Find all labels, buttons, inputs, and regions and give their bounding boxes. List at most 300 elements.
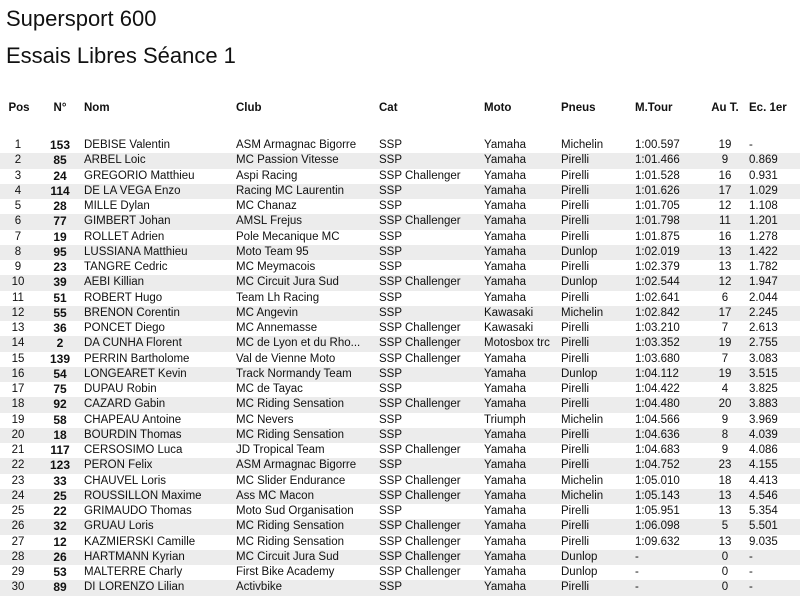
- cell-moto: Yamaha: [484, 245, 561, 260]
- column-header-nom: Nom: [84, 102, 110, 114]
- column-header-gap: Ec. 1er: [749, 102, 787, 114]
- table-row: [0, 184, 800, 199]
- cell-club: Ass MC Macon: [236, 489, 379, 504]
- cell-number: 123: [36, 458, 84, 473]
- cell-mtour: -: [635, 566, 639, 578]
- cell-club: MC Riding Sensation: [236, 535, 345, 548]
- cell-pneus: Pirelli: [561, 352, 590, 365]
- cell-cat: SSP Challenger: [379, 214, 484, 229]
- cell-mtour: 1:02.019: [635, 245, 705, 260]
- cell-number: 55: [36, 306, 84, 321]
- cell-mtour: 1:03.680: [635, 352, 680, 365]
- cell-laps: 17: [705, 184, 745, 199]
- cell-moto: Yamaha: [484, 458, 561, 473]
- cell-laps: 23: [705, 458, 745, 473]
- cell-pneus: Pirelli: [561, 444, 590, 456]
- cell-pneus: Michelin: [561, 306, 635, 321]
- cell-moto: Yamaha: [484, 383, 526, 395]
- cell-club: MC Annemasse: [236, 322, 318, 334]
- cell-cat: SSP Challenger: [379, 550, 484, 565]
- cell-cat: SSP: [379, 428, 484, 443]
- table-row: [0, 367, 800, 382]
- cell-mtour: 1:04.683: [635, 444, 680, 456]
- cell-moto: Yamaha: [484, 550, 561, 565]
- cell-cat: SSP Challenger: [379, 519, 484, 534]
- cell-cat: SSP: [379, 184, 484, 199]
- cell-club: Val de Vienne Moto: [236, 352, 336, 365]
- cell-number: 32: [36, 519, 84, 534]
- column-header-laps: Au T.: [711, 102, 739, 114]
- table-row: [0, 489, 800, 504]
- cell-club: MC Slider Endurance: [236, 474, 346, 487]
- cell-mtour: 1:05.951: [635, 505, 680, 517]
- cell-moto: Yamaha: [484, 275, 561, 290]
- cell-laps: 19: [718, 139, 732, 151]
- cell-pneus: Dunlop: [561, 245, 635, 260]
- cell-laps: 16: [718, 169, 732, 182]
- cell-pos: 7: [14, 230, 22, 243]
- cell-pos: 18: [0, 397, 36, 412]
- cell-number: 28: [53, 199, 67, 213]
- cell-club: MC Passion Vitesse: [236, 153, 379, 168]
- cell-mtour: 1:01.705: [635, 200, 680, 212]
- cell-mtour: 1:02.379: [635, 261, 680, 273]
- cell-pneus: Michelin: [561, 139, 604, 151]
- cell-pneus: Pirelli: [561, 397, 635, 412]
- cell-club: First Bike Academy: [236, 566, 335, 578]
- cell-laps: 7: [721, 322, 729, 334]
- cell-pneus: Dunlop: [561, 275, 635, 290]
- table-row: [0, 382, 800, 397]
- cell-club: Moto Sud Organisation: [236, 505, 354, 517]
- table-row: [0, 519, 800, 534]
- table-row: [0, 214, 800, 229]
- cell-club: MC Angevin: [236, 306, 379, 321]
- cell-laps: 12: [705, 275, 745, 290]
- session-subtitle: Essais Libres Séance 1: [6, 43, 236, 68]
- cell-moto: Yamaha: [484, 153, 561, 168]
- cell-nom: BRENON Corentin: [84, 306, 236, 321]
- cell-laps: 4: [721, 383, 729, 395]
- cell-moto: Yamaha: [484, 184, 561, 199]
- cell-gap: 0.931: [749, 169, 778, 182]
- cell-nom: MILLE Dylan: [84, 200, 150, 212]
- cell-number: 89: [36, 580, 84, 595]
- cell-pneus: Pirelli: [561, 169, 590, 182]
- cell-pneus: Michelin: [561, 413, 604, 426]
- cell-pos: 27: [11, 535, 25, 548]
- cell-cat: SSP: [379, 458, 484, 473]
- cell-nom: GRUAU Loris: [84, 519, 236, 534]
- cell-number: 2: [36, 336, 84, 351]
- cell-pos: 3: [14, 169, 22, 182]
- cell-moto: Yamaha: [484, 428, 561, 443]
- cell-pos: 21: [11, 444, 25, 456]
- cell-mtour: 1:04.112: [635, 367, 705, 382]
- cell-pos: 5: [14, 200, 22, 212]
- cell-cat: SSP: [379, 261, 403, 273]
- cell-gap: 0.869: [745, 153, 800, 168]
- cell-pneus: Pirelli: [561, 580, 635, 595]
- cell-gap: 2.044: [749, 291, 778, 304]
- cell-mtour: -: [635, 550, 705, 565]
- table-row: [0, 428, 800, 443]
- cell-number: 153: [49, 138, 71, 152]
- cell-nom: ROBERT Hugo: [84, 291, 163, 304]
- cell-cat: SSP Challenger: [379, 397, 484, 412]
- cell-nom: CAZARD Gabin: [84, 397, 236, 412]
- cell-nom: LONGEARET Kevin: [84, 367, 236, 382]
- cell-cat: SSP: [379, 139, 403, 151]
- cell-laps: 6: [721, 291, 729, 304]
- column-header-mtour: M.Tour: [635, 102, 673, 114]
- cell-number: 19: [53, 229, 67, 244]
- cell-nom: TANGRE Cedric: [84, 261, 168, 273]
- cell-gap: 3.883: [745, 397, 800, 412]
- cell-number: 25: [36, 489, 84, 504]
- cell-cat: SSP Challenger: [379, 352, 461, 365]
- cell-cat: SSP Challenger: [379, 474, 461, 487]
- cell-laps: 13: [718, 535, 732, 548]
- cell-mtour: 1:04.566: [635, 413, 680, 426]
- table-row: [0, 138, 800, 153]
- cell-moto: Yamaha: [484, 397, 561, 412]
- cell-nom: DUPAU Robin: [84, 383, 157, 395]
- cell-moto: Yamaha: [484, 367, 561, 382]
- cell-gap: 2.755: [745, 336, 800, 351]
- cell-cat: SSP Challenger: [379, 336, 484, 351]
- cell-pneus: Pirelli: [561, 519, 635, 534]
- table-row: [0, 230, 800, 245]
- cell-nom: KAZMIERSKI Camille: [84, 535, 196, 548]
- table-row: [0, 580, 800, 595]
- cell-laps: 5: [705, 519, 745, 534]
- cell-pos: 10: [0, 275, 36, 290]
- cell-moto: Triumph: [484, 413, 526, 426]
- table-row: [0, 306, 800, 321]
- cell-pneus: Michelin: [561, 489, 635, 504]
- cell-number: 75: [53, 382, 67, 396]
- cell-moto: Yamaha: [484, 489, 561, 504]
- column-header-cat: Cat: [379, 102, 398, 114]
- cell-number: 12: [53, 534, 67, 549]
- cell-gap: -: [745, 550, 800, 565]
- cell-nom: GIMBERT Johan: [84, 214, 236, 229]
- cell-cat: SSP: [379, 245, 484, 260]
- table-row: [0, 352, 800, 367]
- cell-pos: 11: [12, 291, 24, 304]
- cell-nom: LUSSIANA Matthieu: [84, 245, 236, 260]
- cell-laps: 13: [705, 489, 745, 504]
- cell-moto: Yamaha: [484, 291, 526, 304]
- cell-pneus: Pirelli: [561, 336, 635, 351]
- cell-gap: 3.825: [749, 383, 778, 395]
- cell-number: 23: [53, 260, 67, 274]
- cell-mtour: 1:01.626: [635, 184, 705, 199]
- cell-nom: HARTMANN Kyrian: [84, 550, 236, 565]
- cell-club: MC Circuit Jura Sud: [236, 275, 379, 290]
- table-row: [0, 565, 800, 580]
- cell-number: 33: [53, 473, 67, 488]
- cell-moto: Yamaha: [484, 519, 561, 534]
- cell-gap: 4.413: [749, 474, 778, 487]
- cell-nom: DI LORENZO Lilian: [84, 580, 236, 595]
- cell-pneus: Pirelli: [561, 261, 590, 273]
- cell-cat: SSP: [379, 505, 403, 517]
- cell-mtour: 1:04.752: [635, 458, 705, 473]
- cell-pos: 19: [11, 413, 25, 426]
- cell-cat: SSP Challenger: [379, 566, 461, 578]
- cell-laps: 9: [721, 444, 729, 456]
- cell-pos: 13: [11, 322, 25, 334]
- cell-cat: SSP: [379, 580, 484, 595]
- cell-pos: 16: [0, 367, 36, 382]
- cell-pos: 2: [0, 153, 36, 168]
- cell-nom: PERON Felix: [84, 458, 236, 473]
- cell-number: 85: [36, 153, 84, 168]
- cell-laps: 11: [705, 214, 745, 229]
- cell-nom: GRIMAUDO Thomas: [84, 505, 192, 517]
- cell-cat: SSP: [379, 200, 403, 212]
- cell-laps: 17: [705, 306, 745, 321]
- cell-nom: CHAPEAU Antoine: [84, 413, 182, 426]
- cell-mtour: 1:09.632: [635, 535, 680, 548]
- table-row: [0, 397, 800, 412]
- cell-pneus: Pirelli: [561, 322, 590, 334]
- table-row: [0, 291, 800, 306]
- cell-pos: 12: [0, 306, 36, 321]
- cell-cat: SSP Challenger: [379, 444, 461, 456]
- cell-club: Moto Team 95: [236, 245, 379, 260]
- cell-moto: Kawasaki: [484, 322, 534, 334]
- cell-club: ASM Armagnac Bigorre: [236, 139, 357, 151]
- cell-pos: 8: [0, 245, 36, 260]
- cell-mtour: 1:02.544: [635, 275, 705, 290]
- cell-pneus: Pirelli: [561, 428, 635, 443]
- cell-gap: 4.086: [749, 444, 778, 456]
- cell-club: JD Tropical Team: [236, 444, 325, 456]
- cell-club: Racing MC Laurentin: [236, 184, 379, 199]
- cell-gap: -: [745, 580, 800, 595]
- cell-pos: 29: [11, 566, 25, 578]
- cell-nom: BOURDIN Thomas: [84, 428, 236, 443]
- cell-pos: 28: [0, 550, 36, 565]
- table-header-row: [0, 98, 800, 118]
- cell-mtour: 1:04.480: [635, 397, 705, 412]
- cell-moto: Yamaha: [484, 535, 526, 548]
- cell-mtour: 1:03.352: [635, 336, 705, 351]
- cell-moto: Kawasaki: [484, 306, 561, 321]
- cell-club: MC de Lyon et du Rho...: [236, 336, 379, 351]
- cell-mtour: 1:03.210: [635, 322, 680, 334]
- table-row: [0, 169, 800, 184]
- cell-pneus: Dunlop: [561, 367, 635, 382]
- cell-nom: ROLLET Adrien: [84, 230, 165, 243]
- cell-gap: 3.083: [749, 352, 778, 365]
- cell-club: MC Nevers: [236, 413, 294, 426]
- cell-club: AMSL Frejus: [236, 214, 379, 229]
- cell-laps: 20: [705, 397, 745, 412]
- cell-pneus: Pirelli: [561, 383, 590, 395]
- table-row: [0, 458, 800, 473]
- cell-pos: 22: [0, 458, 36, 473]
- cell-nom: CERSOSIMO Luca: [84, 444, 183, 456]
- cell-number: 22: [53, 504, 67, 518]
- table-row: [0, 336, 800, 351]
- column-header-moto: Moto: [484, 102, 512, 114]
- cell-nom: DA CUNHA Florent: [84, 336, 236, 351]
- cell-moto: Yamaha: [484, 505, 526, 517]
- cell-gap: 2.613: [749, 322, 778, 334]
- cell-mtour: 1:01.798: [635, 214, 705, 229]
- cell-number: 58: [53, 412, 67, 427]
- cell-gap: 5.354: [749, 505, 778, 517]
- cell-gap: 4.039: [745, 428, 800, 443]
- cell-laps: 9: [705, 153, 745, 168]
- cell-number: 117: [50, 443, 70, 457]
- cell-number: 139: [49, 351, 71, 366]
- cell-club: MC Chanaz: [236, 200, 297, 212]
- cell-mtour: 1:02.641: [635, 291, 680, 304]
- table-row: [0, 199, 800, 214]
- cell-pos: 23: [11, 474, 25, 487]
- cell-gap: 1.029: [745, 184, 800, 199]
- cell-club: MC de Tayac: [236, 383, 303, 395]
- cell-nom: ARBEL Loic: [84, 153, 236, 168]
- cell-gap: 3.969: [749, 413, 778, 426]
- cell-gap: 5.501: [745, 519, 800, 534]
- cell-pos: 26: [0, 519, 36, 534]
- cell-laps: 9: [721, 413, 729, 426]
- cell-cat: SSP Challenger: [379, 322, 461, 334]
- cell-mtour: 1:05.010: [635, 474, 680, 487]
- cell-cat: SSP: [379, 230, 403, 243]
- cell-nom: DEBISE Valentin: [84, 139, 171, 151]
- cell-laps: 13: [718, 261, 732, 273]
- cell-number: 26: [36, 550, 84, 565]
- table-row: [0, 153, 800, 168]
- table-row: [0, 443, 800, 458]
- cell-pos: 14: [0, 336, 36, 351]
- cell-gap: 4.546: [745, 489, 800, 504]
- cell-laps: 19: [705, 336, 745, 351]
- cell-laps: 0: [721, 566, 729, 578]
- page-title: Supersport 600: [6, 6, 157, 31]
- cell-pneus: Pirelli: [561, 153, 635, 168]
- cell-gap: 1.278: [749, 230, 778, 243]
- cell-moto: Yamaha: [484, 261, 526, 273]
- cell-moto: Motosbox trc: [484, 336, 561, 351]
- cell-cat: SSP Challenger: [379, 535, 461, 548]
- table-row: [0, 550, 800, 565]
- cell-mtour: 1:01.466: [635, 153, 705, 168]
- cell-pneus: Pirelli: [561, 230, 590, 243]
- cell-mtour: 1:00.597: [635, 139, 680, 151]
- cell-nom: AEBI Killian: [84, 275, 236, 290]
- cell-gap: -: [749, 139, 753, 151]
- cell-gap: 1.108: [749, 200, 778, 212]
- cell-number: 77: [36, 214, 84, 229]
- cell-club: MC Meymacois: [236, 261, 316, 273]
- cell-number: 95: [36, 245, 84, 260]
- cell-cat: SSP: [379, 367, 484, 382]
- cell-gap: -: [749, 566, 753, 578]
- cell-cat: SSP Challenger: [379, 489, 484, 504]
- cell-pneus: Pirelli: [561, 505, 590, 517]
- cell-pos: 6: [0, 214, 36, 229]
- cell-pos: 24: [0, 489, 36, 504]
- column-header-pneus: Pneus: [561, 102, 596, 114]
- cell-mtour: 1:05.143: [635, 489, 705, 504]
- cell-moto: Yamaha: [484, 200, 526, 212]
- cell-mtour: 1:02.842: [635, 306, 705, 321]
- cell-nom: CHAUVEL Loris: [84, 474, 167, 487]
- column-header-number: N°: [53, 102, 67, 114]
- cell-pneus: Pirelli: [561, 535, 590, 548]
- cell-mtour: 1:01.875: [635, 230, 680, 243]
- cell-pos: 9: [14, 261, 22, 273]
- column-header-club: Club: [236, 102, 262, 114]
- cell-mtour: 1:01.528: [635, 169, 680, 182]
- cell-pos: 17: [11, 383, 25, 395]
- cell-mtour: 1:04.422: [635, 383, 680, 395]
- cell-pneus: Pirelli: [561, 184, 635, 199]
- cell-laps: 18: [718, 474, 732, 487]
- cell-club: Pole Mecanique MC: [236, 230, 340, 243]
- cell-number: 39: [36, 275, 84, 290]
- cell-laps: 0: [705, 580, 745, 595]
- cell-pos: 4: [0, 184, 36, 199]
- cell-pneus: Michelin: [561, 474, 604, 487]
- cell-nom: GREGORIO Matthieu: [84, 169, 195, 182]
- cell-pneus: Dunlop: [561, 566, 598, 578]
- cell-club: Team Lh Racing: [236, 291, 320, 304]
- results-table: [0, 98, 800, 596]
- cell-laps: 13: [705, 245, 745, 260]
- cell-number: 114: [36, 184, 84, 199]
- cell-pneus: Pirelli: [561, 291, 590, 304]
- cell-nom: MALTERRE Charly: [84, 566, 183, 578]
- cell-pos: 20: [0, 428, 36, 443]
- cell-cat: SSP: [379, 153, 484, 168]
- cell-gap: 1.782: [749, 261, 778, 273]
- cell-pneus: Pirelli: [561, 214, 635, 229]
- cell-cat: SSP Challenger: [379, 169, 461, 182]
- cell-laps: 12: [718, 200, 732, 212]
- cell-pos: 15: [11, 352, 25, 365]
- table-row: [0, 275, 800, 290]
- cell-club: Track Normandy Team: [236, 367, 379, 382]
- cell-moto: Yamaha: [484, 230, 526, 243]
- cell-pneus: Dunlop: [561, 550, 635, 565]
- cell-pneus: Pirelli: [561, 458, 635, 473]
- cell-club: MC Riding Sensation: [236, 397, 379, 412]
- cell-cat: SSP: [379, 383, 403, 395]
- cell-laps: 13: [718, 505, 732, 517]
- cell-cat: SSP: [379, 306, 484, 321]
- cell-moto: Yamaha: [484, 474, 526, 487]
- cell-moto: Yamaha: [484, 139, 526, 151]
- cell-moto: Yamaha: [484, 169, 526, 182]
- cell-club: Aspi Racing: [236, 169, 298, 182]
- cell-nom: ROUSSILLON Maxime: [84, 489, 236, 504]
- table-row: [0, 413, 800, 428]
- cell-club: MC Riding Sensation: [236, 428, 379, 443]
- cell-gap: 2.245: [745, 306, 800, 321]
- cell-moto: Yamaha: [484, 352, 526, 365]
- cell-mtour: 1:04.636: [635, 428, 705, 443]
- cell-moto: Yamaha: [484, 444, 526, 456]
